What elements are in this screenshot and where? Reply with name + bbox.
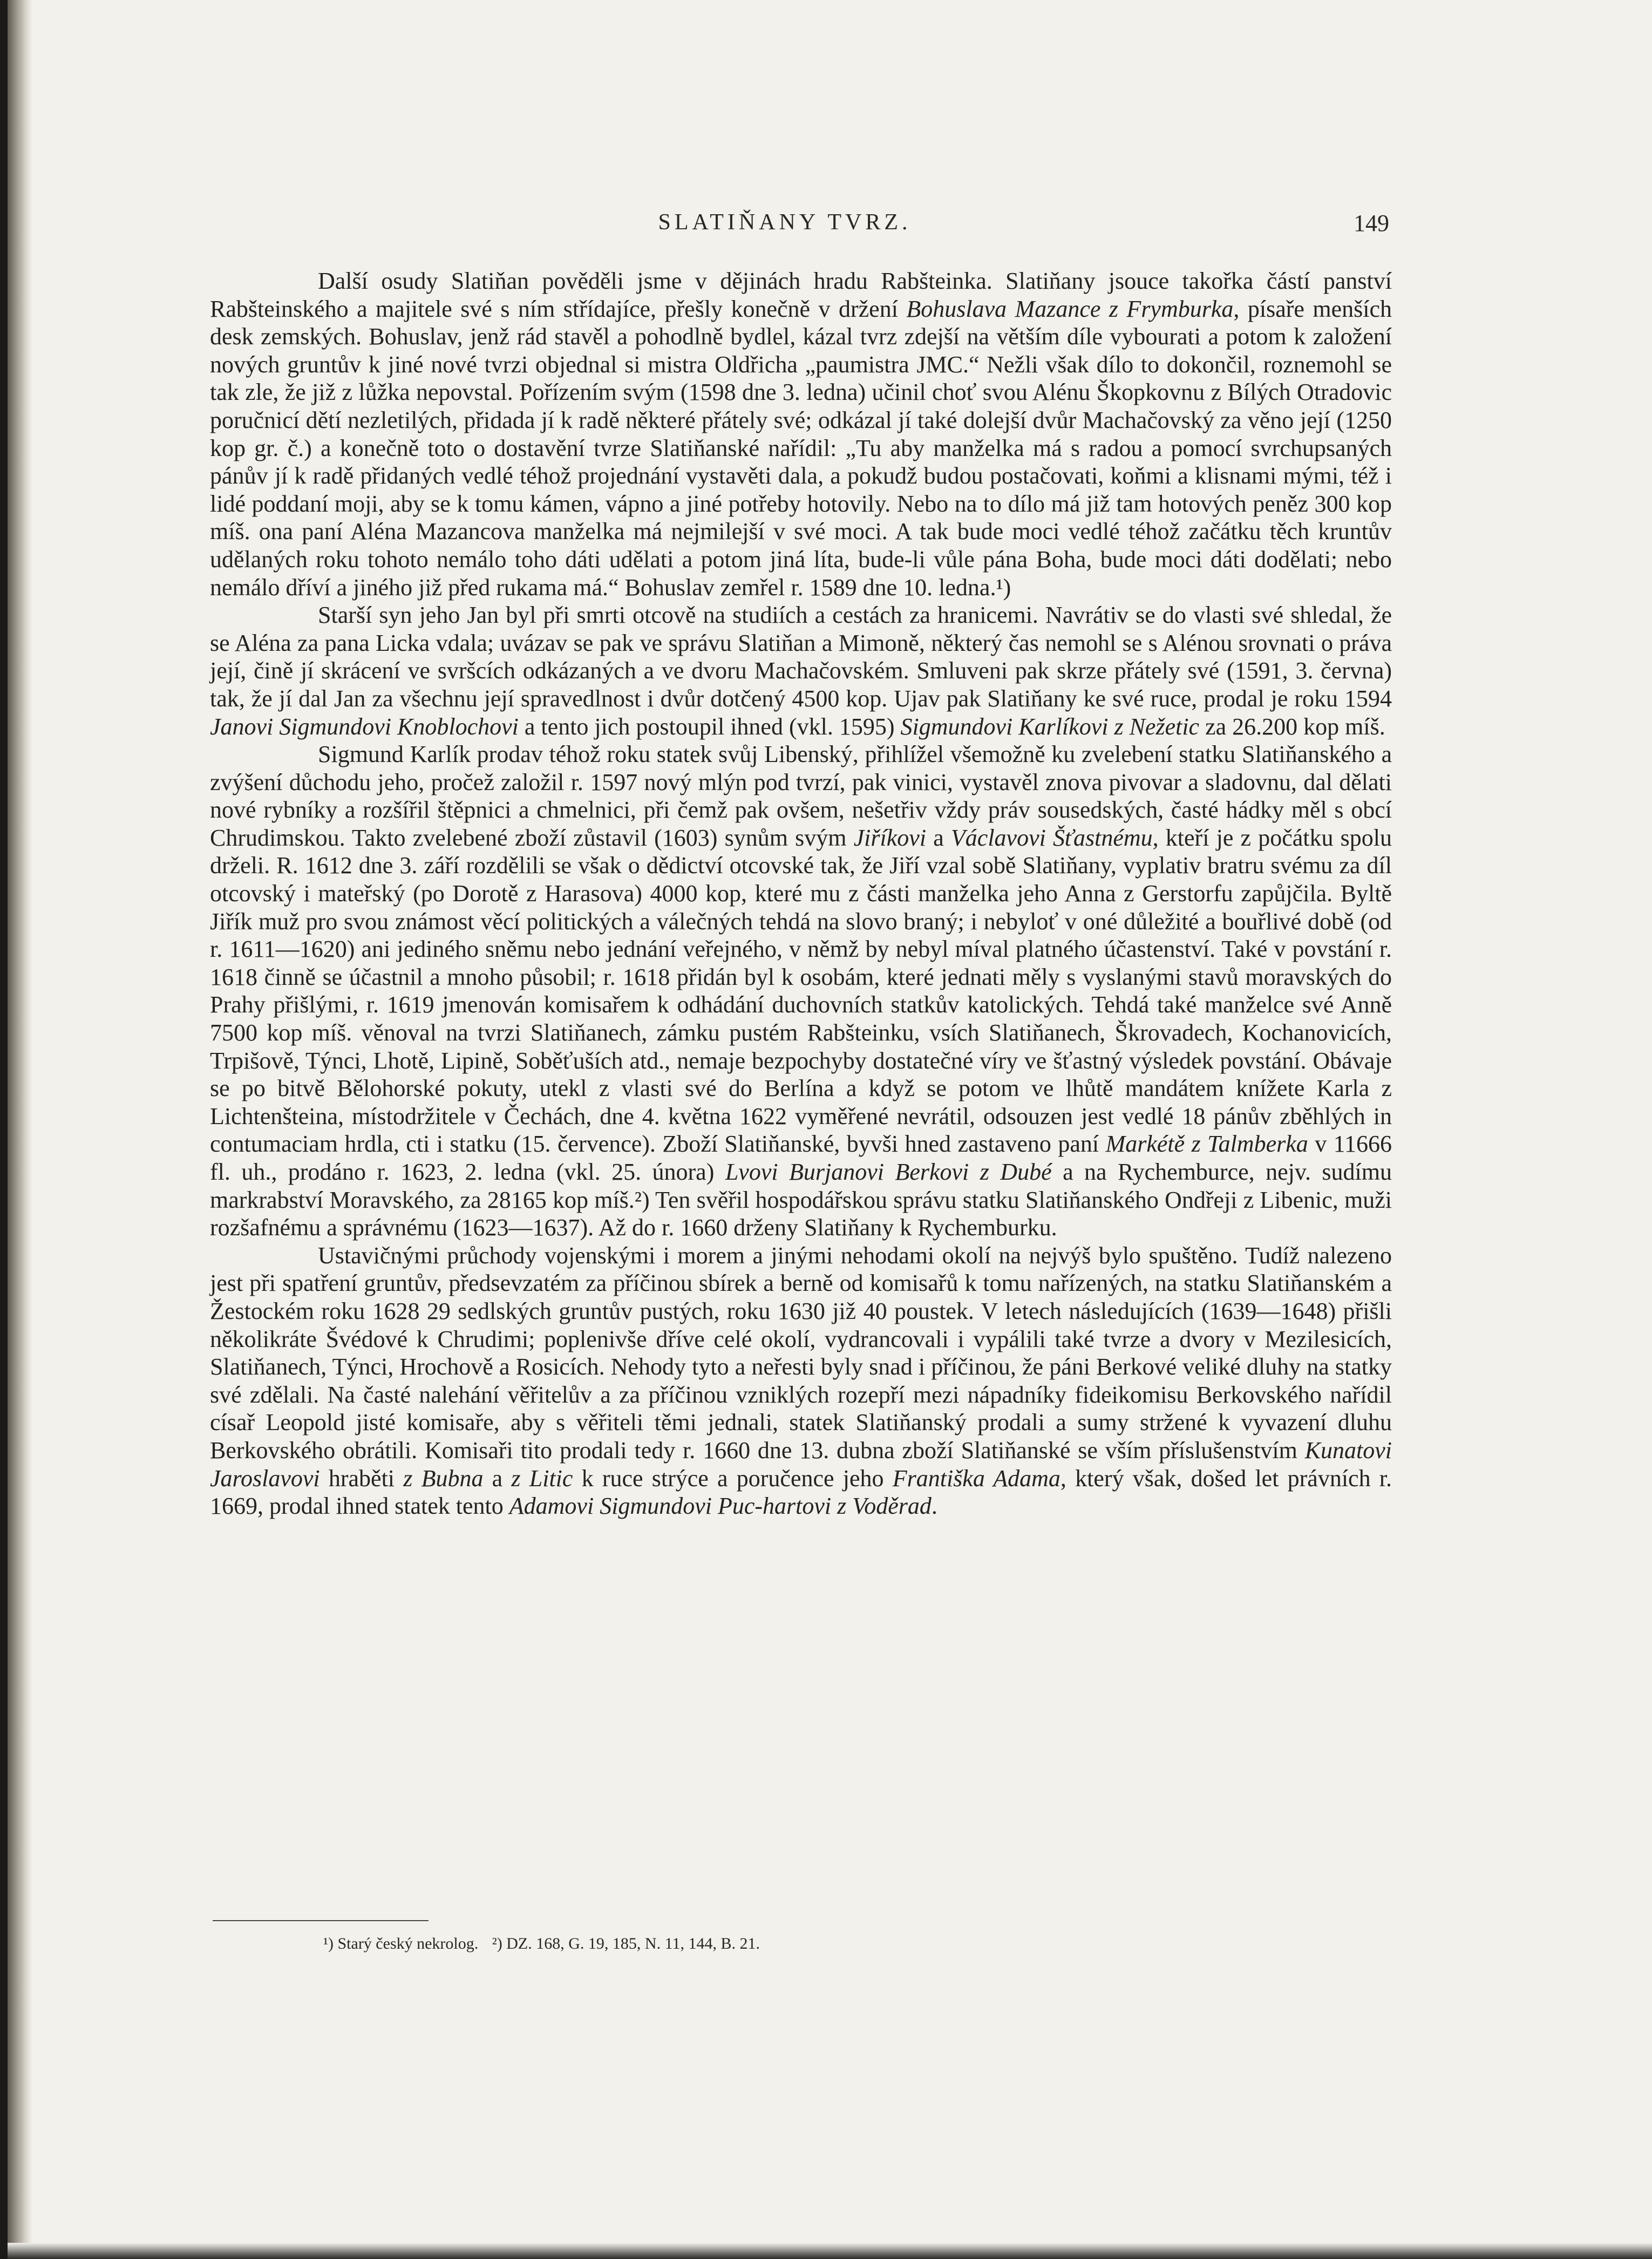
italic-name: Janovi Sigmundovi Knoblochovi <box>210 713 519 740</box>
italic-name: Jiříkovi <box>853 824 927 851</box>
footnote: ¹) Starý český nekrolog. <box>323 1935 479 1952</box>
page-number: 149 <box>1354 210 1389 236</box>
book-page <box>8 0 1652 2259</box>
paragraph: Další osudy Slatiňan pověděli jsme v dějinách hradu Rabšteinka. Slatiňany jsouce takořka částí panství Rabšteinského a majitele své s ním střídajíce, přešly konečně v držení Bohuslava Mazance z Frymburka, písaře menších desk zemských. Bohuslav, jenž rád stavěl a pohodlně bydlel, kázal tvrz zdejší na větším díle vybourati a potom k založení nových gruntův k jiné nové tvrzi objednal si mistra Oldřicha „paumistra JMC.“ Nežli však dílo to dokončil, roznemohl se tak zle, že již z lůžka nepovstal. Pořízením svým (1598 dne 3. ledna) učinil choť svou Alénu Škopkovnu z Bílých Otradovic poručnicí dětí nezletilých, přidada jí k radě některé přátely své; odkázal jí také dolejší dvůr Machačovský za věno její (1250 kop gr. č.) a konečně toto o dostavění tvrze Slatiňanské nařídil: „Tu aby manželka má s radou a pomocí svrchupsaných pánův jí k radě přidaných vedlé téhož projednání vystavěti dala, a pokudž budou postačovati, koňmi a klisnami mými, též i lidé poddaní moji, aby se k tomu kámen, vápno a jiné potřeby hotovily. Nebo na to dílo má již tam hotových peněz 300 kop míš. ona paní Aléna Mazancova manželka má nejmilejší v své moci. A tak bude moci vedlé téhož začátku těch kruntův udělaných roku tohoto nemálo toho dáti udělati a potom jiná líta, bude-li vůle pána Boha, bude moci dáti dodělati; nebo nemálo dříví a jiného již před rukama má.“ Bohuslav zemřel r. 1589 dne 10. ledna.¹) <box>210 268 1392 601</box>
italic-name: Bohuslava Mazance z Frymburka <box>906 295 1234 322</box>
italic-name: Markétě z Talmberka <box>1105 1131 1308 1158</box>
paragraph: Sigmund Karlík prodav téhož roku statek svůj Libenský, přihlížel všemožně ku zvelebení statku Slatiňanského a zvýšení důchodu jeho, pročež založil r. 1597 nový mlýn pod tvrzí, pak vinici, vystavěl znova pivovar a sladovnu, dal dělati nové rybníky a rozšířil štěpnici a chmelnici, při čemž pak ovšem, nešetřiv vždy práv sousedských, časté hádky měl s obcí Chrudimskou. Takto zvelebené zboží zůstavil (1603) synům svým Jiříkovi a Václavovi Šťastnému, kteří je z počátku spolu drželi. R. 1612 dne 3. září rozdělili se však o dědictví otcovské tak, že Jiří vzal sobě Slatiňany, vyplativ bratru svému za díl otcovský i mateřský (po Dorotě z Harasova) 4000 kop, které mu z části manželka jeho Anna z Gerstorfu zapůjčila. Byltě Jiřík muž pro svou známost věcí politických a válečných tehdá na slovo braný; i nebyloť v oné důležité a bouřlivé době (od r. 1611—1620) ani jediného sněmu nebo jednání veřejného, v němž by nebyl míval platného účastenství. Také v povstání r. 1618 činně se účastnil a mnoho působil; r. 1618 přidán byl k osobám, které jednati měly s vyslanými stavů moravských do Prahy přišlými, r. 1619 jmenován komisařem k odhádání duchovních statkův katolických. Tehdá také manželce své Anně 7500 kop míš. věnoval na tvrzi Slatiňanech, zámku pustém Rabšteinku, vsích Slatiňanech, Škrovadech, Kochanovicích, Trpišově, Týnci, Lhotě, Lipině, Soběťuších atd., nemaje bezpochyby dostatečné víry ve šťastný výsledek povstání. Obávaje se po bitvě Bělohorské pokuty, utekl z vlasti své do Berlína a když se potom ve lhůtě mandátem knížete Karla z Lichtenšteina, místodržitele v Čechách, dne 4. května 1622 vyměřené nevrátil, odsouzen jest vedlé 18 pánův zběhlých in contumaciam hrdla, cti i statku (15. července). Zboží Slatiňanské, byvši hned zastaveno paní Markétě z Talmberka v 11666 fl. uh., prodáno r. 1623, 2. ledna (vkl. 25. února) Lvovi Burjanovi Berkovi z Dubé a na Rychemburce, nejv. sudímu markrabství Moravského, za 28165 kop míš.²) Ten svěřil hospodářskou správu statku Slatiňanského Ondřeji z Libenic, muži rozšafnému a správnému (1623—1637). Až do r. 1660 drženy Slatiňany k Rychemburku. <box>210 741 1392 1241</box>
italic-name: z Litic <box>511 1465 573 1492</box>
italic-name: Adamovi Sigmundovi Puc-hartovi z Voděrad <box>509 1493 932 1520</box>
italic-name: Františka Adama <box>892 1465 1060 1492</box>
footnote: ²) DZ. 168, G. 19, 185, N. 11, 144, B. 21. <box>492 1935 760 1952</box>
paragraph: Starší syn jeho Jan byl při smrti otcově na studiích a cestách za hranicemi. Navrátiv se do vlasti své shledal, že se Aléna za pana Licka vdala; uvázav se pak ve správu Slatiňan a Mimoně, některý čas nemohl se s Alénou srovnati o práva její, čině jí skrácení ve svršcích odkázaných a ve dvoru Machačovském. Smluveni pak skrze přátely své (1591, 3. června) tak, že jí dal Jan za všechnu její spravedlnost i dvůr dotčený 4500 kop. Ujav pak Slatiňany ke své ruce, prodal je roku 1594 Janovi Sigmundovi Knoblochovi a tento jich postoupil ihned (vkl. 1595) Sigmundovi Karlíkovi z Nežetic za 26.200 kop míš. <box>210 602 1392 740</box>
italic-name: Sigmundovi Karlíkovi z Nežetic <box>900 713 1200 740</box>
italic-name: Lvovi Burjanovi Berkovi z Dubé <box>725 1159 1052 1185</box>
body-text <box>210 267 1392 1520</box>
running-head: SLATIŇANY TVRZ. <box>658 210 912 235</box>
page-bottom-edge <box>8 2243 1652 2259</box>
footnotes <box>323 1935 1295 1953</box>
italic-name: Václavovi Šťastnému <box>950 824 1153 851</box>
footnote-rule <box>213 1920 429 1921</box>
italic-name: Kunatovi Jaroslavovi <box>210 1437 1392 1492</box>
italic-name: z Bubna <box>403 1465 484 1492</box>
page-gutter <box>8 0 32 2259</box>
paragraph: Ustavičnými průchody vojenskými i morem a jinými nehodami okolí na nejvýš bylo spuštěno. Tudíž nalezeno jest při spatření gruntův, předsevzatém za příčinou sbírek a berně od komisařů k tomu nařízených, na statku Slatiňanském a Žestockém roku 1628 29 sedlských gruntův pustých, roku 1630 již 40 poustek. V letech následujících (1639—1648) přišli několikráte Švédové k Chrudimi; poplenivše dříve celé okolí, vydrancovali i vypálili také tvrze a dvory v Mezilesicích, Slatiňanech, Týnci, Hrochově a Rosicích. Nehody tyto a neřesti byly snad i příčinou, že páni Berkové veliké dluhy na statky své zdělali. Na časté nalehání věřitelův a za příčinou vzniklých rozepří mezi nápadníky fideikomisu Berkovského nařídil císař Leopold jisté komisaře, aby s věřiteli těmi jednali, statek Slatiňanský prodali a sumy stržené k vyvazení dluhu Berkovského obrátili. Komisaři tito prodali tedy r. 1660 dne 13. dubna zboží Slatiňanské se vším příslušenstvím Kunatovi Jaroslavovi hraběti z Bubna a z Litic k ruce strýce a poručence jeho Františka Adama, který však, došed let právních r. 1669, prodal ihned statek tento Adamovi Sigmundovi Puc-hartovi z Voděrad. <box>210 1242 1392 1520</box>
